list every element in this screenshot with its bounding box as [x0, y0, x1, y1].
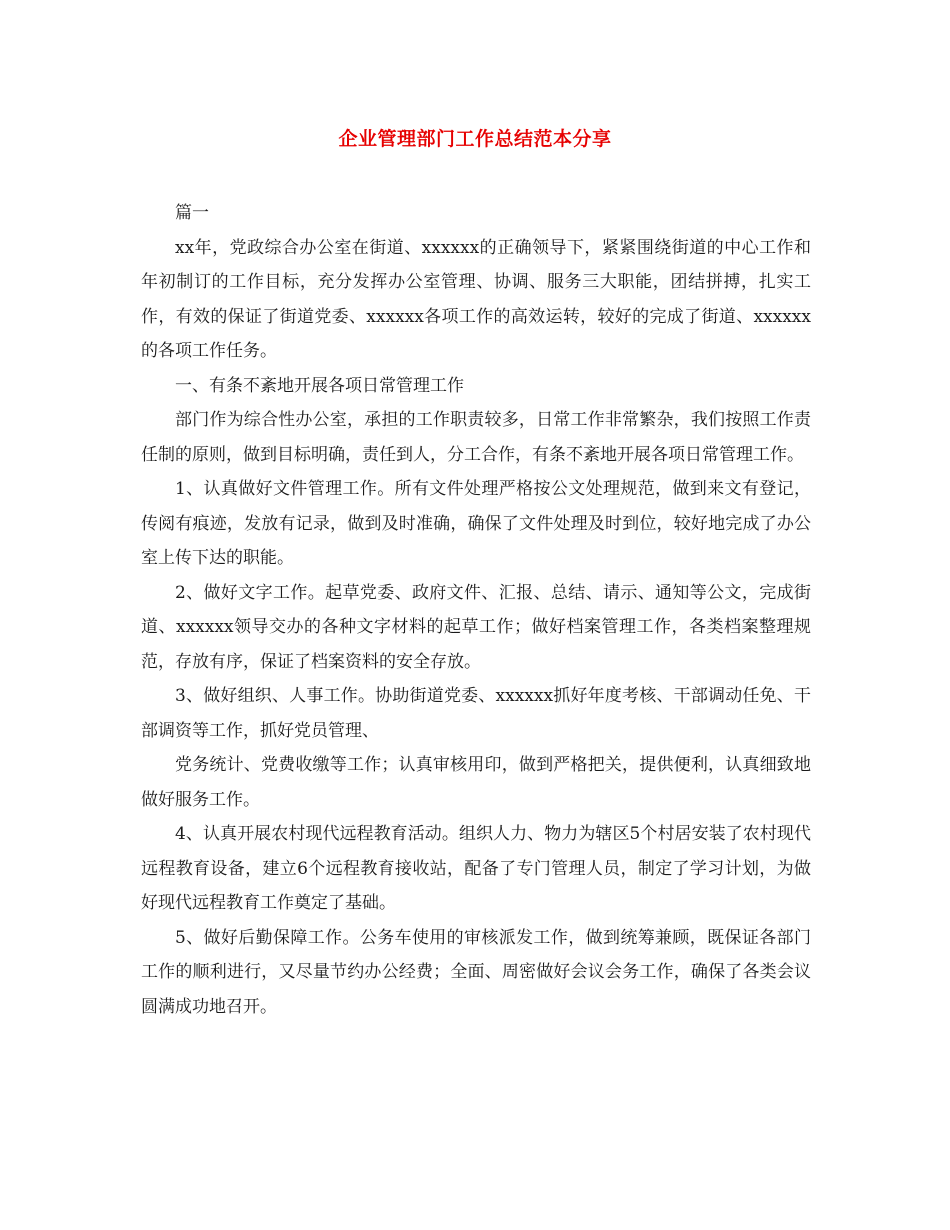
section-heading: 一、有条不紊地开展各项日常管理工作: [175, 375, 464, 396]
paragraph: 党务统计、党费收缴等工作；认真审核用印，做到严格把关，提供便利，认真细致地做好服务工作。: [141, 755, 811, 810]
paragraph: 1、认真做好文件管理工作。所有文件处理严格按公文处理规范，做到来文有登记，传阅有痕迹，发放有记录，做到及时准确，确保了文件处理及时到位，较好地完成了办公室上传下达的职能。: [141, 479, 811, 568]
paragraph: 3、做好组织、人事工作。协助街道党委、xxxxxx抓好年度考核、干部调动任免、干部调资等工作，抓好党员管理、: [141, 686, 811, 741]
section-heading: 篇一: [175, 203, 209, 223]
paragraph: 2、做好文字工作。起草党委、政府文件、汇报、总结、请示、通知等公文，完成街道、xxxxxx领导交办的各种文字材料的起草工作；做好档案管理工作，各类档案整理规范，存放有序，保证了档案资料的安全存放。: [141, 582, 811, 672]
paragraph: 4、认真开展农村现代远程教育活动。组织人力、物力为辖区5个村居安装了农村现代远程教育设备，建立6个远程教育接收站，配备了专门管理人员，制定了学习计划，为做好现代远程教育工作奠定了基础。: [141, 824, 811, 913]
document-title: 企业管理部门工作总结范本分享: [338, 128, 612, 150]
paragraph: xx年，党政综合办公室在街道、xxxxxx的正确领导下，紧紧围绕街道的中心工作和年初制订的工作目标，充分发挥办公室管理、协调、服务三大职能，团结拼搏，扎实工作，有效的保证了街道党委、xxxxxx各项工作的高效运转，较好的完成了街道、xxxxxx的各项工作任务。: [141, 237, 811, 361]
paragraph: 部门作为综合性办公室，承担的工作职责较多，日常工作非常繁杂，我们按照工作责任制的原则，做到目标明确，责任到人，分工合作，有条不紊地开展各项日常管理工作。: [141, 410, 811, 465]
document-body: [141, 196, 811, 1024]
paragraph: 5、做好后勤保障工作。公务车使用的审核派发工作，做到统筹兼顾，既保证各部门工作的顺利进行，又尽量节约办公经费；全面、周密做好会议会务工作，确保了各类会议圆满成功地召开。: [141, 927, 811, 1017]
